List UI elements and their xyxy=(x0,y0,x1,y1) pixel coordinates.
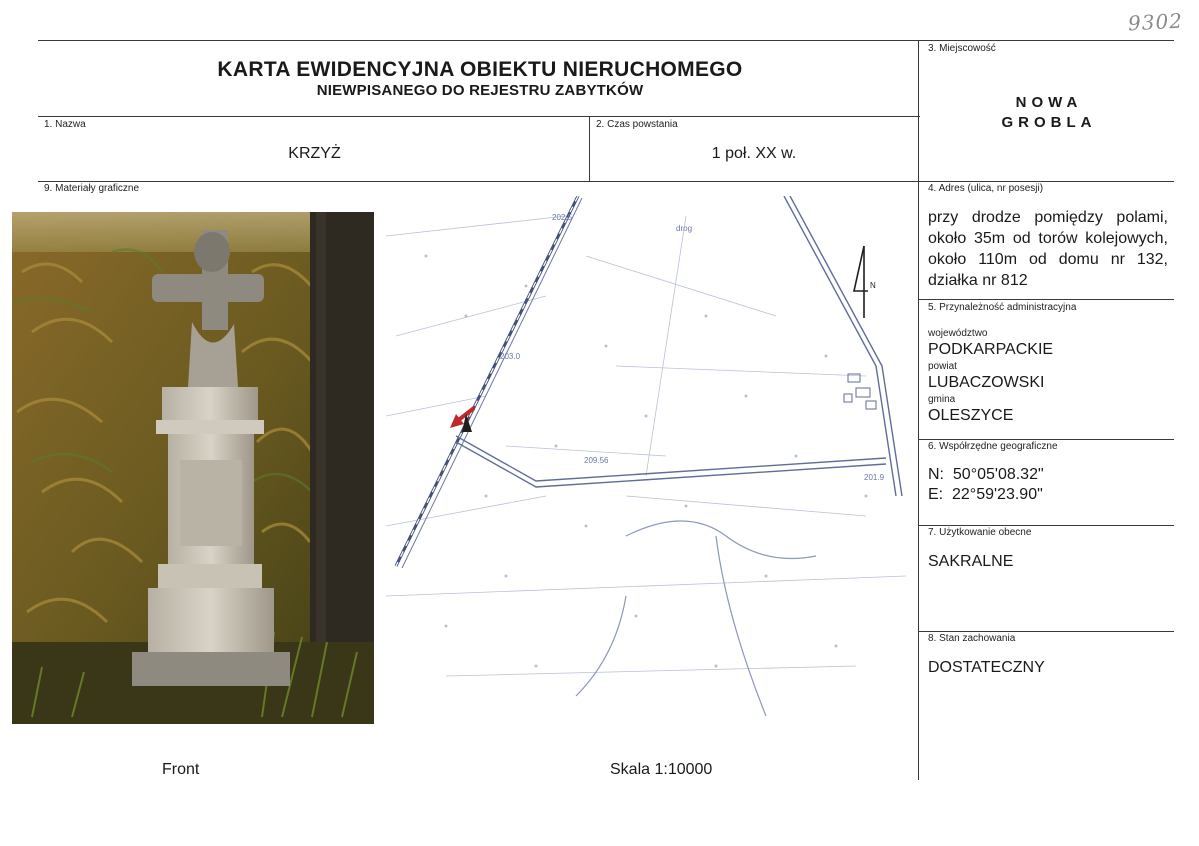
divider-right-column xyxy=(918,40,919,780)
date-value: 1 poł. XX w. xyxy=(711,145,797,162)
archive-number: 9302 xyxy=(1127,8,1184,36)
map-caption: Skala 1:10000 xyxy=(610,761,713,778)
usage-label: 7. Użytkowanie obecne xyxy=(928,527,1032,538)
county-label: powiat xyxy=(928,361,957,372)
admin-border xyxy=(918,299,1174,300)
document-title: KARTA EWIDENCYJNA OBIEKTU NIERUCHOMEGO xyxy=(217,58,743,81)
commune-value: OLESZYCE xyxy=(928,407,1014,424)
usage-border xyxy=(918,525,1174,526)
name-label: 1. Nazwa xyxy=(44,119,86,130)
coords-border xyxy=(918,439,1174,440)
north-letter: N xyxy=(870,281,876,290)
coordinate-north: N: 50°05'08.32" xyxy=(928,466,1044,483)
condition-label: 8. Stan zachowania xyxy=(928,633,1016,644)
usage-value: SAKRALNE xyxy=(928,553,1014,570)
graphics-label: 9. Materiały graficzne xyxy=(44,183,140,194)
address-value: przy drodze pomiędzy polami, około 35m od torów kolejowych, około 110m od domu nr 132, działka nr 812 xyxy=(928,209,1168,289)
county-value: LUBACZOWSKI xyxy=(928,374,1045,391)
locality-label: 3. Miejscowość xyxy=(928,43,996,54)
location-map xyxy=(386,196,916,716)
condition-value: DOSTATECZNY xyxy=(928,659,1045,676)
map-label: 202.5 xyxy=(552,213,573,222)
map-label: 209.56 xyxy=(584,456,609,465)
coords-label: 6. Współrzędne geograficzne xyxy=(928,441,1058,452)
cross-photo xyxy=(12,212,374,724)
name-value: KRZYŻ xyxy=(288,145,341,162)
name-row-border xyxy=(38,116,920,117)
address-label: 4. Adres (ulica, nr posesji) xyxy=(928,183,1044,194)
top-border xyxy=(38,40,1174,41)
coordinate-east: E: 22°59'23.90" xyxy=(928,486,1043,503)
graphics-row-border xyxy=(38,181,1174,182)
date-label: 2. Czas powstania xyxy=(596,119,678,130)
locality-line1: NOWA xyxy=(1015,94,1083,111)
voivodeship-value: PODKARPACKIE xyxy=(928,341,1054,358)
photo-caption: Front xyxy=(162,761,200,778)
map-label: 203.0 xyxy=(500,352,521,361)
locality-line2: GROBLA xyxy=(1001,114,1097,131)
admin-label: 5. Przynależność administracyjna xyxy=(928,302,1077,313)
document-subtitle: NIEWPISANEGO DO REJESTRU ZABYTKÓW xyxy=(316,82,644,99)
condition-border xyxy=(918,631,1174,632)
voivodeship-label: województwo xyxy=(928,328,988,339)
map-label: 201.9 xyxy=(864,473,885,482)
map-label: drog xyxy=(676,224,693,233)
commune-label: gmina xyxy=(928,394,956,405)
